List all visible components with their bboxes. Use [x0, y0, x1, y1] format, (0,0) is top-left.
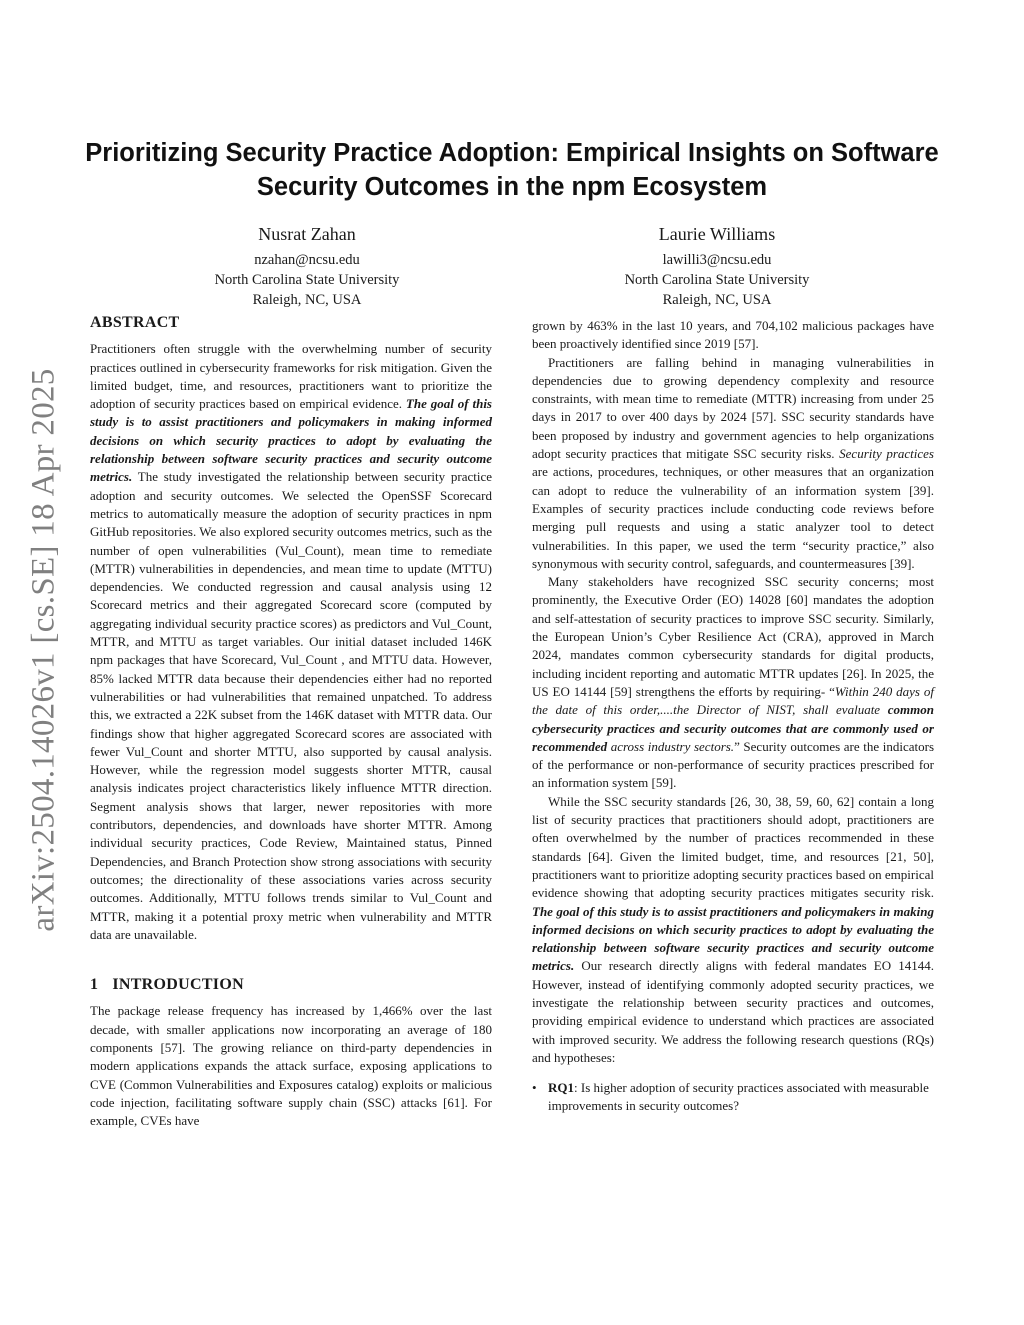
arxiv-identifier-text: arXiv:2504.14026v1 [cs.SE] 18 Apr 2025: [25, 368, 62, 932]
author-affiliation: North Carolina State University: [624, 272, 810, 288]
quoted-text: across industry sectors.: [610, 738, 735, 754]
author-location: Raleigh, NC, USA: [252, 292, 362, 308]
abstract-goal-statement: The goal of this study is to assist practitioners and policymakers in making informed decisions on which security practices to adopt by evaluating the relationship between software security practices and security outcome metrics.: [90, 396, 492, 485]
research-questions-list: [532, 1079, 934, 1116]
paragraph-text: Our research directly aligns with federal mandates EO 14144. However, instead of identifying commonly adopted security practices, we investigate the relationship between security practices and outcomes, providing empirical evidence to understand which practices are associated with improved security. We address the following research questions (RQs) and hypotheses:: [532, 958, 934, 1065]
author-name: Laurie Williams: [658, 224, 776, 244]
author-block-1: [137, 222, 477, 310]
section-title: INTRODUCTION: [112, 976, 244, 994]
paragraph-text: Many stakeholders have recognized SSC security concerns; most prominently, the Executive Order (EO) 14028 [60] mandates the adoption and self-attestation of security practices to improve SSC security. Similarly, the European Union’s Cyber Resilience Act (CRA), approved in March 2024, mandates common cybersecurity standards for digital products, including incident reporting and automatic MTTR updates [26]. In 2025, the US EO 14144 [59] strengthens the efforts by requiring- “: [532, 574, 934, 699]
left-column: [90, 314, 492, 1130]
intro-paragraph-3: [532, 573, 934, 793]
goal-statement: The goal of this study is to assist practitioners and policymakers in making informed decisions on which security practices to adopt by evaluating the relationship between software security practices and security outcome metrics.: [532, 903, 934, 974]
arxiv-identifier: [14, 360, 74, 940]
rq-label: RQ1: [548, 1080, 574, 1096]
rq-text: : Is higher adoption of security practices associated with measurable improvements in security outcomes?: [548, 1080, 929, 1114]
intro-paragraph-4: [532, 793, 934, 1067]
paragraph-text: Practitioners are falling behind in managing vulnerabilities in dependencies due to growing dependency complexity and resource constraints, with mean time to remediate (MTTR) increasing from under 25 days in 2017 to over 400 days by 2024 [57]. SSC security standards have been proposed by industry and government agencies to help organizations adopt security practices that mitigate SSC security risks.: [532, 354, 934, 462]
section-number: 1: [90, 976, 99, 994]
author-affiliation: North Carolina State University: [214, 272, 400, 288]
abstract-text-intro: Practitioners often struggle with the overwhelming number of security practices outlined in cybersecurity frameworks for risk mitigation. Given the limited budget, time, and resources, practitioners want to prioritize the adoption of security practices based on empirical evidence.: [90, 341, 492, 412]
right-column: [532, 317, 934, 1116]
defined-term: Security practices: [839, 446, 934, 462]
abstract-heading: ABSTRACT: [90, 314, 180, 331]
quoted-text: Within 240 days of the date of this order,....the Director of NIST, shall evaluate: [532, 683, 934, 718]
intro-paragraph-1: The package release frequency has increased by 1,466% over the last decade, with smaller applications now incorporating an average of 180 components [57]. The growing reliance on third-party dependencies in modern applications expands the attack surface, exposing applications to CVE (Common Vulnerabilities and Exposures catalog) exploits or malicious code injection, facilitating software supply chain (SSC) attacks [61]. For example, CVEs have: [90, 1003, 492, 1129]
paragraph-text: ” Security outcomes are the indicators of the performance or non-performance of security practices prescribed for an information system [59].: [532, 738, 935, 791]
abstract-paragraph: [90, 340, 492, 944]
introduction-heading: [90, 976, 492, 994]
author-location: Raleigh, NC, USA: [662, 292, 772, 308]
author-block-2: [547, 222, 887, 310]
quoted-emphasis: common cybersecurity practices and security outcomes that are commonly used or recommended: [532, 702, 934, 754]
abstract-text-body: The study investigated the relationship between security practice adoption and security outcomes. We selected the OpenSSF Scorecard metrics to automatically measure the adoption of security practices in npm GitHub repositories. We also explored security outcomes metrics, such as the number of open vulnerabilities (Vul_Count), mean time to remediate (MTTR) vulnerabilities in dependencies, and mean time to update (MTTU) dependencies. We conducted regression and causal analysis using 12 Scorecard metrics and their aggregated Scorecard score (computed by aggregating individual security practice scores) as predictors and Vul_Count, MTTR, and MTTU as target variables. Our initial dataset included 146K npm packages that have Scorecard, Vul_Count , and MTTU data. However, 85% lacked MTTR data because their dependencies either had no reported vulnerabilities or had vulnerabilities that remained unpatched. To address this, we extracted a 22K subset from the 146K dataset with MTTR data. Our findings show that higher aggregated Scorecard scores are associated with fewer Vul_Count and shorter MTTU, also supported by causal analysis. However, while the regression model suggests shorter MTTR, causal analysis indicates project characteristics likely influence MTTR direction. Segment analysis shows that larger, newer repositories with more contributors, dependencies, and downloads have shorter MTTR. Among individual security practices, Code Review, Maintained status, Pinned Dependencies, and Branch Protection show strong associations with security outcomes; the directionality of these associations varies across security outcomes. Additionally, MTTU follows trends similar to Vul_Count and MTTR, making it a potential proxy metric when vulnerability and MTTR data are unavailable.: [90, 469, 492, 942]
intro-paragraph-2: [532, 354, 934, 574]
research-question-item: [532, 1079, 934, 1116]
paper-title: Prioritizing Security Practice Adoption: Empirical Insights on Software Security Outcomes in the npm Ecosystem: [85, 139, 939, 201]
paragraph-text: are actions, procedures, techniques, or other measures that an organization can adopt to reduce the vulnerability of an information system [39]. Examples of security practices include conducting code reviews before merging pull requests and using a static analyzer tool to detect vulnerabilities. In this paper, we used the term “security practice,” also synonymous with security control, safeguards, and countermeasures [39].: [532, 464, 934, 571]
author-email: lawilli3@ncsu.edu: [662, 252, 772, 268]
author-email: nzahan@ncsu.edu: [254, 252, 360, 268]
intro-paragraph-1-continued: grown by 463% in the last 10 years, and 704,102 malicious packages have been proactively identified since 2019 [57].: [532, 318, 934, 352]
paragraph-text: While the SSC security standards [26, 30, 38, 59, 60, 62] contain a long list of security practices that practitioners should adopt, practitioners are often overwhelmed by the number of practices recommended in these standards [64]. Given the limited budget, time, and resources [21, 50], practitioners want to prioritize adopting security practices based on empirical evidence showing that adopting security practices mitigates security risk.: [532, 793, 934, 901]
author-name: Nusrat Zahan: [258, 224, 356, 244]
